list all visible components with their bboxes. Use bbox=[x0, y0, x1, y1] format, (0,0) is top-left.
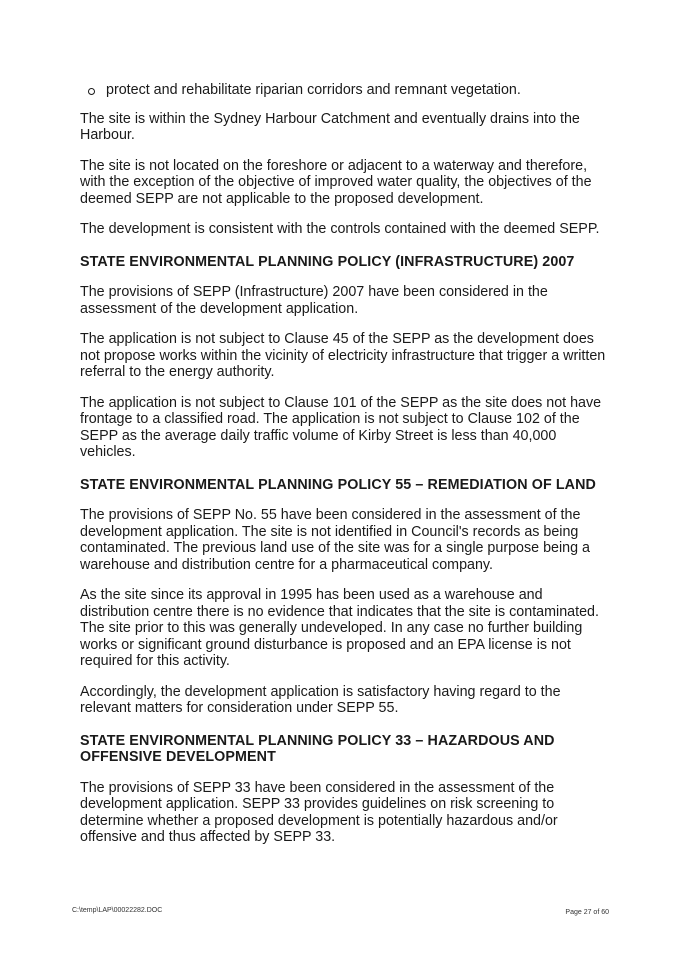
bullet-text: protect and rehabilitate riparian corridors and remnant vegetation. bbox=[106, 82, 521, 98]
section-heading-infrastructure: STATE ENVIRONMENTAL PLANNING POLICY (INFRASTRUCTURE) 2007 bbox=[80, 253, 575, 270]
paragraph: As the site since its approval in 1995 has been used as a warehouse and distribution centre there is no evidence that indicates that the site is contaminated. The site prior to this was generally undeveloped. In any case no further building works or significant ground disturbance is proposed and an EPA license is not required for this activity. bbox=[80, 587, 599, 669]
paragraph: The application is not subject to Clause 101 of the SEPP as the site does not have frontage to a classified road. The application is not subject to Clause 102 of the SEPP as the average daily traffic volume of Kirby Street is less than 40,000 vehicles. bbox=[80, 394, 602, 460]
bullet-icon bbox=[88, 88, 95, 95]
paragraph: The provisions of SEPP 33 have been considered in the assessment of the development application. SEPP 33 provides guidelines on risk screening to determine whether a proposed development is potentially hazardous and/or offensive and thus affected by SEPP 33. bbox=[80, 779, 558, 845]
section-heading-hazardous: STATE ENVIRONMENTAL PLANNING POLICY 33 – HAZARDOUS AND OFFENSIVE DEVELOPMENT bbox=[80, 732, 555, 765]
footer-page-number: Page 27 of 60 bbox=[565, 909, 609, 916]
paragraph: The site is within the Sydney Harbour Catchment and eventually drains into the Harbour. bbox=[80, 110, 580, 143]
paragraph: The provisions of SEPP No. 55 have been considered in the assessment of the development application. The site is not identified in Council's records as being contaminated. The previous land use of the site was for a single purpose being a warehouse and distribution centre for a pharmaceutical company. bbox=[80, 507, 590, 573]
footer-file-path: C:\temp\LAP\00022282.DOC bbox=[72, 907, 163, 914]
paragraph: The site is not located on the foreshore or adjacent to a waterway and therefore, with the exception of the objective of improved water quality, the objectives of the deemed SEPP are not applicable to the proposed development. bbox=[80, 157, 592, 207]
paragraph: The application is not subject to Clause 45 of the SEPP as the development does not propose works within the vicinity of electricity infrastructure that trigger a written referral to the energy authority. bbox=[80, 331, 606, 380]
section-heading-remediation: STATE ENVIRONMENTAL PLANNING POLICY 55 – REMEDIATION OF LAND bbox=[80, 476, 596, 493]
paragraph: The provisions of SEPP (Infrastructure) 2007 have been considered in the assessment of the development application. bbox=[80, 284, 548, 317]
paragraph: The development is consistent with the controls contained with the deemed SEPP. bbox=[80, 221, 600, 237]
document-body bbox=[80, 82, 610, 860]
bullet-item bbox=[88, 82, 610, 99]
paragraph: Accordingly, the development application is satisfactory having regard to the relevant matters for consideration under SEPP 55. bbox=[80, 683, 561, 716]
